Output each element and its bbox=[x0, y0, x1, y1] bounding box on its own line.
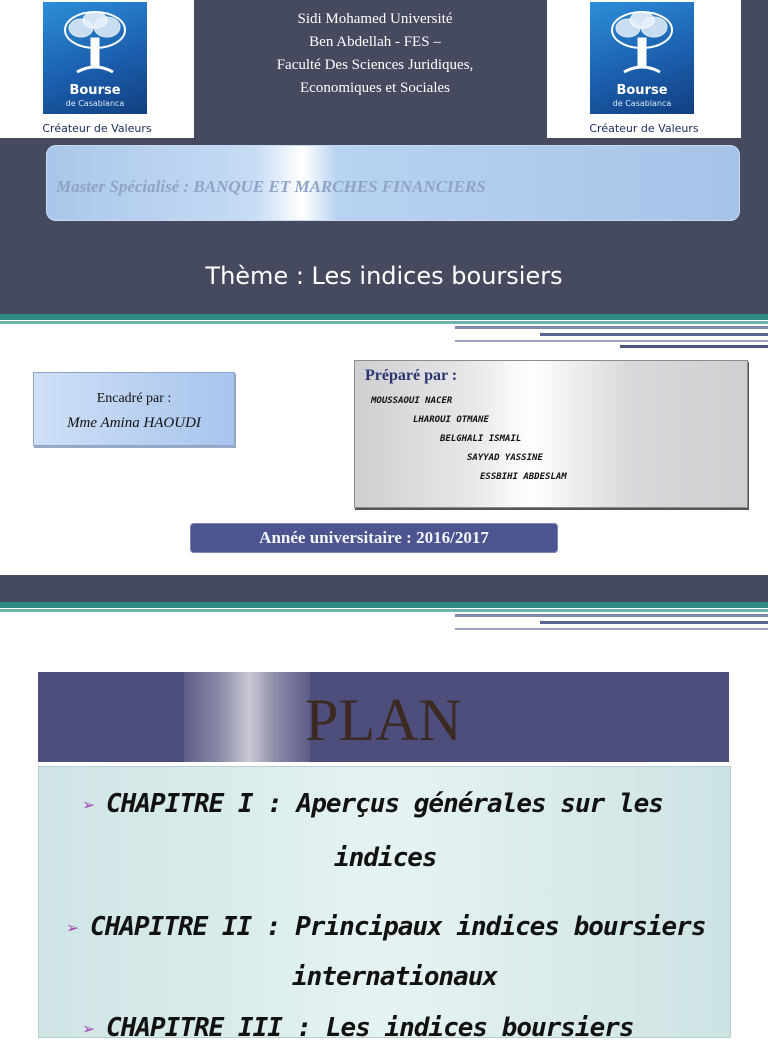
logo-tagline: Créateur de Valeurs bbox=[42, 122, 152, 135]
authors-label: Préparé par : bbox=[365, 367, 458, 384]
plan-title: PLAN bbox=[305, 687, 462, 753]
divider-stripe bbox=[0, 609, 768, 612]
bourse-logo-mark bbox=[43, 2, 147, 114]
slide-plan bbox=[0, 575, 768, 1043]
supervisor-label: Encadré par : bbox=[96, 391, 172, 406]
divider-stripe bbox=[455, 628, 768, 630]
tree-icon bbox=[57, 8, 133, 78]
divider-stripe bbox=[0, 314, 768, 320]
logo-bourse-right bbox=[547, 0, 741, 138]
divider-stripe bbox=[0, 602, 768, 608]
chapter-line: indices bbox=[334, 843, 437, 873]
divider-stripe bbox=[0, 321, 768, 324]
authors-box bbox=[354, 360, 748, 508]
academic-year-banner bbox=[190, 523, 558, 553]
chapter-item bbox=[292, 962, 497, 992]
arrow-bullet-icon: ➢ bbox=[83, 1017, 95, 1041]
university-line-1: Sidi Mohamed Université bbox=[297, 11, 453, 27]
divider-stripe bbox=[620, 345, 768, 348]
chapter-item bbox=[83, 789, 663, 819]
author-name: SAYYAD YASSINE bbox=[467, 453, 543, 463]
divider-stripe bbox=[455, 326, 768, 329]
university-line-3: Faculté Des Sciences Juridiques, bbox=[276, 57, 474, 73]
university-line-2: Ben Abdellah - FES – bbox=[309, 34, 441, 50]
chapter-line: internationaux bbox=[292, 962, 498, 992]
arrow-bullet-icon: ➢ bbox=[83, 793, 95, 817]
logo-bourse-sub: de Casablanca bbox=[612, 99, 672, 108]
supervisor-box bbox=[33, 372, 235, 446]
author-name: LHAROUI OTMANE bbox=[413, 415, 489, 425]
divider-stripe bbox=[540, 333, 768, 336]
logo-bourse-left bbox=[0, 0, 194, 138]
chapter-line: CHAPITRE I : Aperçus générales sur les bbox=[106, 789, 663, 819]
chapter-line: CHAPITRE III : Les indices boursiers bbox=[106, 1013, 634, 1043]
author-name: ESSBIHI ABDESLAM bbox=[480, 472, 567, 482]
plan-title-band bbox=[38, 672, 729, 762]
supervisor-name: Mme Amina HAOUDI bbox=[67, 415, 201, 431]
arrow-bullet-icon: ➢ bbox=[67, 916, 79, 940]
chapter-item bbox=[334, 843, 437, 873]
divider-stripe bbox=[540, 621, 768, 624]
university-line-4: Economiques et Sociales bbox=[300, 80, 450, 96]
plan-header-band bbox=[0, 575, 768, 602]
logo-bourse-sub: de Casablanca bbox=[65, 99, 125, 108]
theme-title: Thème : Les indices boursiers bbox=[205, 262, 563, 290]
bourse-logo-mark bbox=[590, 2, 694, 114]
chapter-line: CHAPITRE II : Principaux indices boursiers bbox=[90, 912, 706, 942]
author-name: BELGHALI ISMAIL bbox=[440, 434, 522, 444]
master-title: Master Spécialisé : BANQUE ET MARCHES FINANCIERS bbox=[56, 177, 486, 196]
university-name bbox=[230, 8, 520, 100]
tree-icon bbox=[604, 8, 680, 78]
chapter-item bbox=[83, 1013, 634, 1043]
logo-tagline: Créateur de Valeurs bbox=[589, 122, 699, 135]
master-banner bbox=[46, 145, 740, 221]
academic-year: Année universitaire : 2016/2017 bbox=[259, 528, 489, 547]
plan-content bbox=[38, 766, 731, 1043]
author-name: MOUSSAOUI NACER bbox=[371, 396, 453, 406]
logo-bourse-word: Bourse bbox=[69, 83, 121, 98]
chapter-item bbox=[67, 912, 706, 942]
logo-bourse-word: Bourse bbox=[616, 83, 668, 98]
divider-stripe bbox=[455, 340, 768, 342]
divider-stripe bbox=[455, 614, 768, 617]
